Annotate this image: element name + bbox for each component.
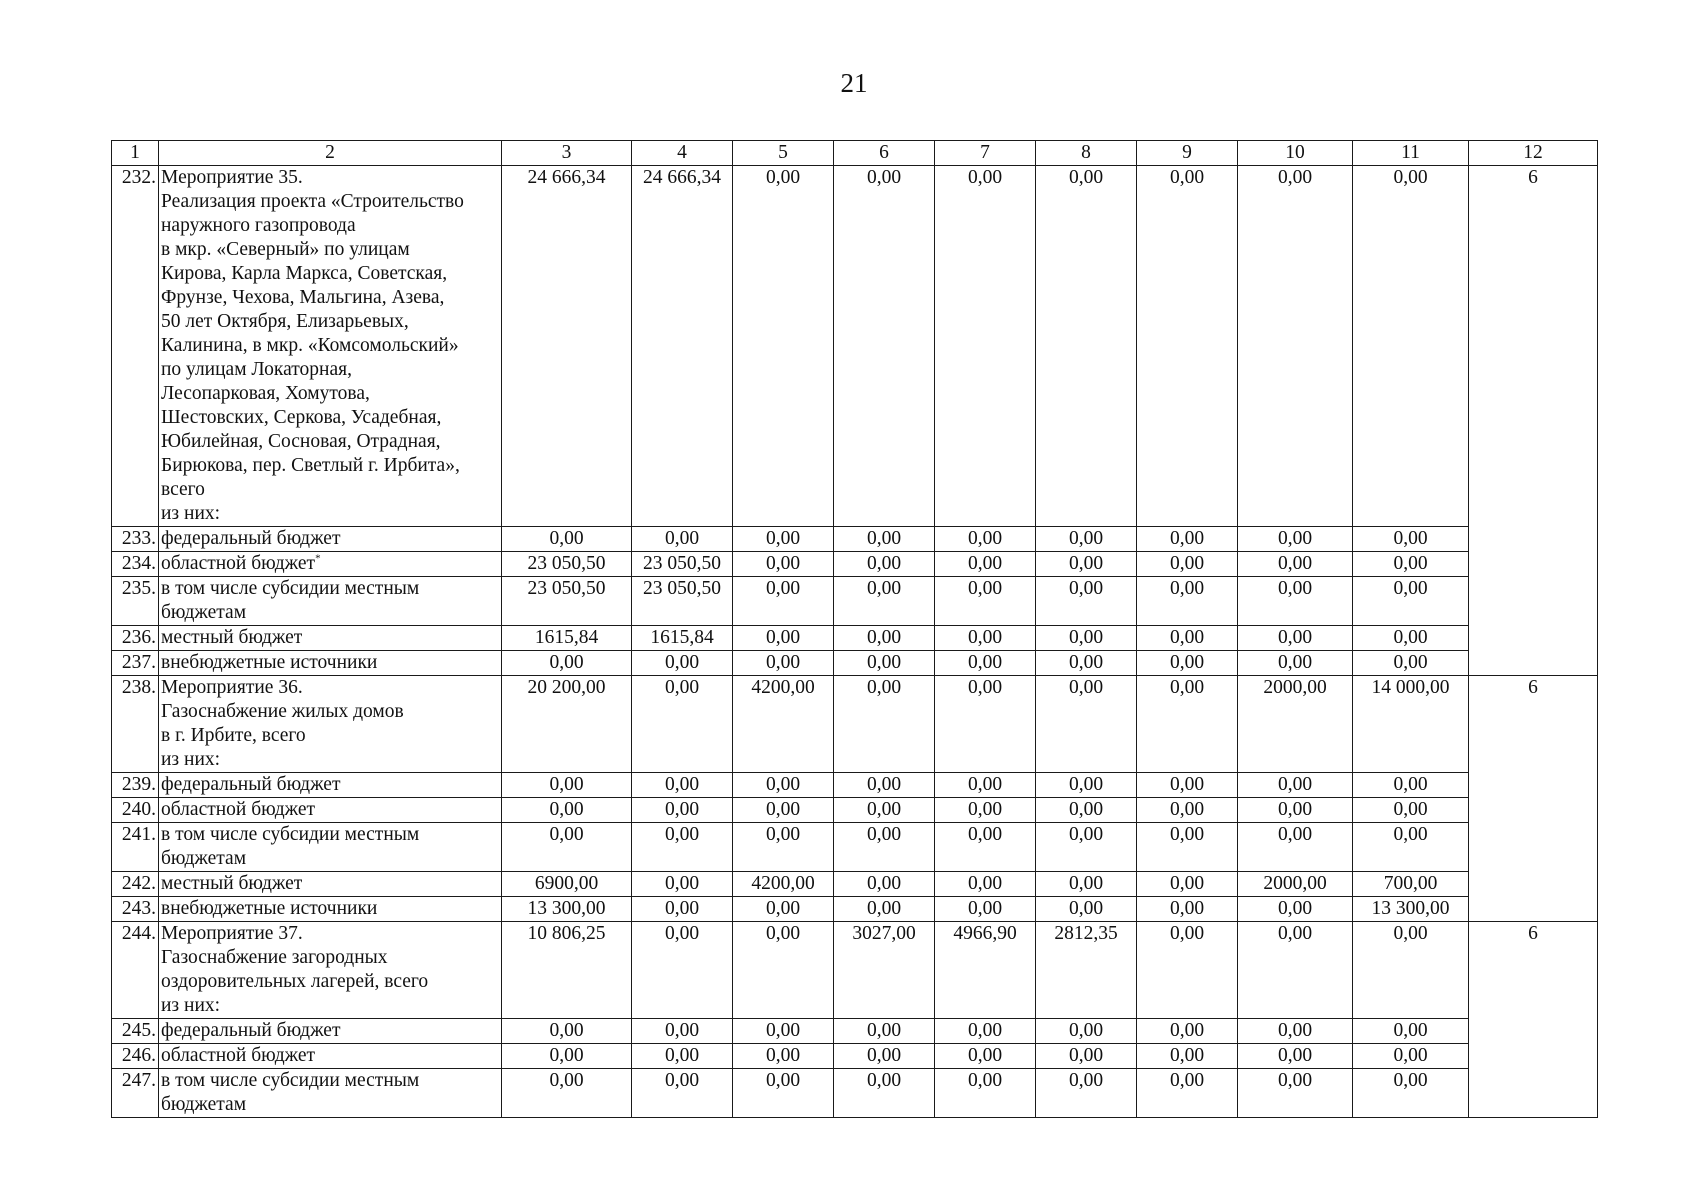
target-indicator-cell: 6 (1469, 676, 1598, 922)
row-description-text: Мероприятие 36. Газоснабжение жилых домов в г. Ирбите, всего из них: (161, 677, 404, 770)
row-description-text: внебюджетные источники (161, 898, 378, 919)
value-cell: 700,00 (1353, 872, 1469, 897)
header-cell: 7 (935, 141, 1036, 166)
value-cell: 0,00 (834, 527, 935, 552)
row-description (159, 552, 502, 577)
row-description (159, 577, 502, 626)
value-cell: 0,00 (1036, 872, 1137, 897)
table-row (112, 823, 1598, 872)
value-cell: 0,00 (1137, 1044, 1238, 1069)
table-row (112, 1044, 1598, 1069)
value-cell: 0,00 (935, 1019, 1036, 1044)
table-row (112, 922, 1598, 1019)
value-cell: 0,00 (935, 1044, 1036, 1069)
value-cell: 0,00 (834, 798, 935, 823)
value-cell: 0,00 (935, 577, 1036, 626)
row-number: 239. (112, 773, 159, 798)
value-cell: 0,00 (1137, 676, 1238, 773)
header-row (112, 141, 1598, 166)
value-cell: 0,00 (1036, 166, 1137, 527)
value-cell: 0,00 (935, 823, 1036, 872)
value-cell: 0,00 (834, 1019, 935, 1044)
row-description-text: Мероприятие 35. Реализация проекта «Строительство наружного газопровода в мкр. «Северный» по улицам Кирова, Карла Маркса, Советская, Фрунзе, Чехова, Мальгина, Азева, 50 лет Октября, Елизарьевых, Калинина, в мкр. «Комсомольский» по улицам Локаторная, Лесопарковая, Хомутова, Шестовских, Серкова, Усадебная, Юбилейная, Сосновая, Отрадная, Бирюкова, пер. Светлый г. Ирбита», всего из них: (161, 167, 464, 524)
value-cell: 0,00 (1036, 552, 1137, 577)
value-cell: 20 200,00 (502, 676, 632, 773)
header-cell: 4 (632, 141, 733, 166)
row-number: 240. (112, 798, 159, 823)
value-cell: 0,00 (733, 897, 834, 922)
table-body (112, 166, 1598, 1118)
value-cell: 0,00 (632, 1044, 733, 1069)
value-cell: 0,00 (502, 651, 632, 676)
row-description (159, 166, 502, 527)
value-cell: 3027,00 (834, 922, 935, 1019)
value-cell: 0,00 (1238, 527, 1353, 552)
value-cell: 0,00 (632, 897, 733, 922)
footnote-marker: * (315, 552, 321, 565)
value-cell: 0,00 (1137, 798, 1238, 823)
row-number: 242. (112, 872, 159, 897)
value-cell: 0,00 (502, 1069, 632, 1118)
value-cell: 2000,00 (1238, 676, 1353, 773)
value-cell: 0,00 (632, 872, 733, 897)
value-cell: 0,00 (733, 1019, 834, 1044)
header-cell: 2 (159, 141, 502, 166)
page-number: 21 (840, 68, 868, 98)
value-cell: 0,00 (502, 823, 632, 872)
table-row (112, 798, 1598, 823)
row-description-text: областной бюджет (161, 553, 316, 574)
row-description (159, 897, 502, 922)
row-number: 235. (112, 577, 159, 626)
row-description-text: местный бюджет (161, 873, 303, 894)
row-description (159, 1044, 502, 1069)
value-cell: 0,00 (502, 798, 632, 823)
value-cell: 0,00 (1137, 773, 1238, 798)
value-cell: 0,00 (1137, 626, 1238, 651)
value-cell: 2812,35 (1036, 922, 1137, 1019)
value-cell: 0,00 (733, 922, 834, 1019)
value-cell: 0,00 (1137, 577, 1238, 626)
value-cell: 0,00 (1036, 897, 1137, 922)
value-cell: 0,00 (834, 552, 935, 577)
value-cell: 0,00 (935, 798, 1036, 823)
value-cell: 0,00 (1137, 166, 1238, 527)
value-cell: 0,00 (1137, 1069, 1238, 1118)
value-cell: 0,00 (1238, 773, 1353, 798)
value-cell: 6900,00 (502, 872, 632, 897)
value-cell: 0,00 (733, 626, 834, 651)
value-cell: 0,00 (935, 872, 1036, 897)
value-cell: 14 000,00 (1353, 676, 1469, 773)
target-indicator-cell: 6 (1469, 166, 1598, 676)
value-cell: 0,00 (632, 922, 733, 1019)
value-cell: 13 300,00 (1353, 897, 1469, 922)
row-description (159, 823, 502, 872)
value-cell: 0,00 (1238, 577, 1353, 626)
row-description (159, 527, 502, 552)
row-number: 234. (112, 552, 159, 577)
row-description-text: Мероприятие 37. Газоснабжение загородных оздоровительных лагерей, всего из них: (161, 923, 429, 1016)
value-cell: 23 050,50 (502, 577, 632, 626)
row-description (159, 773, 502, 798)
row-number: 236. (112, 626, 159, 651)
value-cell: 2000,00 (1238, 872, 1353, 897)
value-cell: 0,00 (935, 897, 1036, 922)
value-cell: 0,00 (1238, 823, 1353, 872)
value-cell: 0,00 (1238, 1044, 1353, 1069)
row-description-text: в том числе субсидии местным бюджетам (161, 824, 420, 869)
table-row (112, 651, 1598, 676)
table-row (112, 166, 1598, 527)
table-row (112, 676, 1598, 773)
value-cell: 0,00 (1238, 552, 1353, 577)
value-cell: 0,00 (834, 626, 935, 651)
header-cell: 6 (834, 141, 935, 166)
value-cell: 24 666,34 (632, 166, 733, 527)
row-description-text: федеральный бюджет (161, 528, 341, 549)
value-cell: 0,00 (1353, 1044, 1469, 1069)
row-description (159, 676, 502, 773)
value-cell: 0,00 (935, 166, 1036, 527)
value-cell: 0,00 (632, 651, 733, 676)
value-cell: 0,00 (834, 577, 935, 626)
row-description-text: в том числе субсидии местным бюджетам (161, 1070, 420, 1115)
value-cell: 0,00 (1238, 897, 1353, 922)
value-cell: 0,00 (733, 1069, 834, 1118)
value-cell: 1615,84 (632, 626, 733, 651)
value-cell: 0,00 (1238, 626, 1353, 651)
header-cell: 10 (1238, 141, 1353, 166)
row-description-text: областной бюджет (161, 1045, 316, 1066)
value-cell: 0,00 (935, 552, 1036, 577)
row-description-text: федеральный бюджет (161, 1020, 341, 1041)
value-cell: 0,00 (733, 1044, 834, 1069)
value-cell: 4200,00 (733, 676, 834, 773)
value-cell: 0,00 (502, 1019, 632, 1044)
value-cell: 0,00 (632, 1069, 733, 1118)
value-cell: 0,00 (834, 166, 935, 527)
value-cell: 0,00 (935, 1069, 1036, 1118)
value-cell: 0,00 (1353, 1069, 1469, 1118)
header-cell: 12 (1469, 141, 1598, 166)
value-cell: 0,00 (1353, 798, 1469, 823)
header-cell: 3 (502, 141, 632, 166)
value-cell: 0,00 (834, 651, 935, 676)
row-description (159, 1069, 502, 1118)
table-row (112, 552, 1598, 577)
row-number: 247. (112, 1069, 159, 1118)
value-cell: 0,00 (1353, 1019, 1469, 1044)
value-cell: 0,00 (1238, 1019, 1353, 1044)
value-cell: 0,00 (502, 773, 632, 798)
value-cell: 0,00 (1137, 922, 1238, 1019)
row-number: 245. (112, 1019, 159, 1044)
value-cell: 0,00 (632, 798, 733, 823)
value-cell: 0,00 (1238, 166, 1353, 527)
value-cell: 0,00 (1353, 577, 1469, 626)
value-cell: 0,00 (834, 676, 935, 773)
value-cell: 0,00 (1137, 872, 1238, 897)
value-cell: 23 050,50 (632, 577, 733, 626)
row-number: 241. (112, 823, 159, 872)
target-indicator-cell: 6 (1469, 922, 1598, 1118)
value-cell: 0,00 (733, 798, 834, 823)
header-cell: 8 (1036, 141, 1137, 166)
value-cell: 0,00 (1036, 527, 1137, 552)
value-cell: 0,00 (1036, 1044, 1137, 1069)
row-description-text: внебюджетные источники (161, 652, 378, 673)
row-number: 232. (112, 166, 159, 527)
value-cell: 0,00 (834, 773, 935, 798)
value-cell: 0,00 (1036, 577, 1137, 626)
table-row (112, 577, 1598, 626)
value-cell: 0,00 (632, 527, 733, 552)
value-cell: 0,00 (935, 626, 1036, 651)
row-description-text: федеральный бюджет (161, 774, 341, 795)
value-cell: 0,00 (834, 1044, 935, 1069)
row-number: 246. (112, 1044, 159, 1069)
row-number: 237. (112, 651, 159, 676)
row-description (159, 798, 502, 823)
row-description (159, 1019, 502, 1044)
value-cell: 0,00 (935, 651, 1036, 676)
value-cell: 0,00 (632, 1019, 733, 1044)
value-cell: 0,00 (1137, 527, 1238, 552)
value-cell: 10 806,25 (502, 922, 632, 1019)
header-cell: 9 (1137, 141, 1238, 166)
row-description (159, 922, 502, 1019)
value-cell: 0,00 (1036, 676, 1137, 773)
value-cell: 0,00 (632, 823, 733, 872)
table-row (112, 872, 1598, 897)
value-cell: 0,00 (1036, 626, 1137, 651)
value-cell: 0,00 (1238, 798, 1353, 823)
table-row (112, 527, 1598, 552)
value-cell: 0,00 (1137, 651, 1238, 676)
value-cell: 0,00 (935, 527, 1036, 552)
value-cell: 0,00 (1353, 527, 1469, 552)
row-number: 233. (112, 527, 159, 552)
table-row (112, 1069, 1598, 1118)
value-cell: 0,00 (1036, 773, 1137, 798)
value-cell: 0,00 (1137, 897, 1238, 922)
value-cell: 0,00 (1036, 1019, 1137, 1044)
value-cell: 0,00 (1353, 651, 1469, 676)
value-cell: 0,00 (1137, 552, 1238, 577)
table-row (112, 773, 1598, 798)
value-cell: 0,00 (1238, 651, 1353, 676)
value-cell: 23 050,50 (502, 552, 632, 577)
row-description-text: в том числе субсидии местным бюджетам (161, 578, 420, 623)
value-cell: 0,00 (1137, 823, 1238, 872)
value-cell: 0,00 (733, 166, 834, 527)
header-cell: 1 (112, 141, 159, 166)
row-number: 243. (112, 897, 159, 922)
value-cell: 0,00 (1353, 823, 1469, 872)
value-cell: 0,00 (1036, 651, 1137, 676)
value-cell: 0,00 (935, 676, 1036, 773)
value-cell: 24 666,34 (502, 166, 632, 527)
value-cell: 0,00 (733, 823, 834, 872)
budget-table (111, 140, 1598, 1118)
value-cell: 0,00 (632, 676, 733, 773)
value-cell: 4966,90 (935, 922, 1036, 1019)
row-description-text: местный бюджет (161, 627, 303, 648)
row-description-text: областной бюджет (161, 799, 316, 820)
value-cell: 0,00 (1238, 1069, 1353, 1118)
value-cell: 0,00 (733, 552, 834, 577)
row-number: 244. (112, 922, 159, 1019)
value-cell: 0,00 (1353, 552, 1469, 577)
value-cell: 0,00 (632, 773, 733, 798)
value-cell: 0,00 (834, 823, 935, 872)
value-cell: 0,00 (1353, 922, 1469, 1019)
value-cell: 0,00 (1353, 773, 1469, 798)
value-cell: 0,00 (733, 651, 834, 676)
value-cell: 0,00 (1353, 166, 1469, 527)
table-row (112, 897, 1598, 922)
value-cell: 0,00 (1137, 1019, 1238, 1044)
value-cell: 0,00 (502, 1044, 632, 1069)
value-cell: 0,00 (733, 773, 834, 798)
row-description (159, 651, 502, 676)
value-cell: 0,00 (834, 1069, 935, 1118)
header-cell: 5 (733, 141, 834, 166)
value-cell: 0,00 (1036, 823, 1137, 872)
value-cell: 1615,84 (502, 626, 632, 651)
value-cell: 4200,00 (733, 872, 834, 897)
value-cell: 0,00 (1036, 798, 1137, 823)
value-cell: 0,00 (935, 773, 1036, 798)
value-cell: 0,00 (834, 872, 935, 897)
value-cell: 0,00 (1036, 1069, 1137, 1118)
value-cell: 23 050,50 (632, 552, 733, 577)
header-cell: 11 (1353, 141, 1469, 166)
row-description (159, 626, 502, 651)
value-cell: 0,00 (733, 527, 834, 552)
value-cell: 0,00 (834, 897, 935, 922)
table-row (112, 626, 1598, 651)
value-cell: 0,00 (733, 577, 834, 626)
value-cell: 0,00 (502, 527, 632, 552)
row-number: 238. (112, 676, 159, 773)
table-row (112, 1019, 1598, 1044)
value-cell: 13 300,00 (502, 897, 632, 922)
value-cell: 0,00 (1238, 922, 1353, 1019)
value-cell: 0,00 (1353, 626, 1469, 651)
row-description (159, 872, 502, 897)
